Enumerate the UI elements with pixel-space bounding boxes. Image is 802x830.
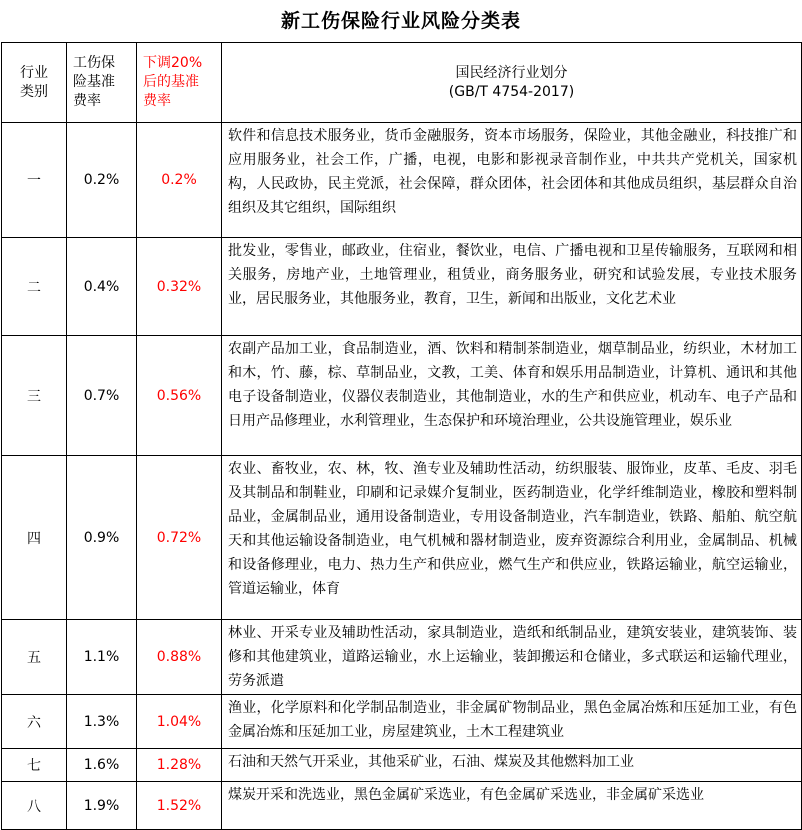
header-row — [2, 43, 802, 123]
risk-classification-table — [1, 42, 802, 830]
row-category: 一 — [2, 123, 67, 238]
table-row — [2, 749, 802, 782]
row-reduced-rate: 0.88% — [137, 620, 222, 695]
header-industry — [222, 43, 802, 123]
table-row — [2, 782, 802, 830]
header-reduced-rate: 下调20%后的基准费率 — [137, 43, 222, 123]
row-base-rate: 1.6% — [67, 749, 137, 782]
table-row — [2, 456, 802, 620]
row-reduced-rate: 0.72% — [137, 456, 222, 620]
row-base-rate: 0.4% — [67, 238, 137, 336]
header-industry-title: 国民经济行业划分 — [455, 64, 568, 81]
header-industry-standard: (GB/T 4754-2017) — [448, 83, 575, 100]
table-row — [2, 620, 802, 695]
table-row — [2, 238, 802, 336]
row-base-rate: 1.9% — [67, 782, 137, 830]
row-base-rate: 0.7% — [67, 336, 137, 456]
row-category: 七 — [2, 749, 67, 782]
row-reduced-rate: 1.28% — [137, 749, 222, 782]
row-industries: 软件和信息技术服务业，货币金融服务，资本市场服务，保险业，其他金融业，科技推广和应用服务业，社会工作，广播，电视，电影和影视录音制作业，中共共产党机关，国家机构，人民政协，民主党派，社会保障，群众团体，社会团体和其他成员组织，基层群众自治组织及其它组织，国际组织 — [222, 123, 802, 238]
row-industries: 农副产品加工业，食品制造业，酒、饮料和精制茶制造业，烟草制品业，纺织业，木材加工和木，竹、藤，棕、草制品业，文教，工美、体育和娱乐用品制造业，计算机、通讯和其他电子设备制造业，仪器仪表制造业，其他制造业，水的生产和供应业，机动车、电子产品和日用产品修理业，水利管理业，生态保护和环境治理业，公共设施管理业，娱乐业 — [222, 336, 802, 456]
row-industries: 林业、开采专业及辅助性活动，家具制造业，造纸和纸制品业，建筑安装业，建筑装饰、装修和其他建筑业，道路运输业，水上运输业，装卸搬运和仓储业，多式联运和运输代理业，劳务派遣 — [222, 620, 802, 695]
table-row — [2, 695, 802, 749]
row-reduced-rate: 0.32% — [137, 238, 222, 336]
row-base-rate: 1.1% — [67, 620, 137, 695]
row-base-rate: 0.9% — [67, 456, 137, 620]
row-industries: 批发业，零售业，邮政业，住宿业，餐饮业，电信、广播电视和卫星传输服务，互联网和相关服务，房地产业，土地管理业，租赁业，商务服务业，研究和试验发展，专业技术服务业，居民服务业，其他服务业，教育，卫生，新闻和出版业，文化艺术业 — [222, 238, 802, 336]
row-category: 六 — [2, 695, 67, 749]
row-category: 四 — [2, 456, 67, 620]
row-base-rate: 1.3% — [67, 695, 137, 749]
row-reduced-rate: 0.56% — [137, 336, 222, 456]
table-row — [2, 123, 802, 238]
row-industries: 渔业，化学原料和化学制品制造业，非金属矿物制品业，黑色金属冶炼和压延加工业，有色金属冶炼和压延加工业，房屋建筑业，土木工程建筑业 — [222, 695, 802, 749]
row-industries: 农业、畜牧业，农、林，牧、渔专业及辅助性活动，纺织服装、服饰业，皮革、毛皮、羽毛及其制品和制鞋业，印刷和记录媒介复制业，医药制造业，化学纤维制造业，橡胶和塑料制品业，金属制品业，通用设备制造业，专用设备制造业，汽车制造业，铁路、船舶、航空航天和其他运输设备制造业，电气机械和器材制造业，废弃资源综合利用业，金属制品、机械和设备修理业，电力、热力生产和供应业，燃气生产和供应业，铁路运输业，航空运输业，管道运输业，体育 — [222, 456, 802, 620]
header-category: 行业类别 — [2, 43, 67, 123]
row-industries: 煤炭开采和洗选业，黑色金属矿采选业，有色金属矿采选业，非金属矿采选业 — [222, 782, 802, 830]
row-category: 三 — [2, 336, 67, 456]
row-category: 二 — [2, 238, 67, 336]
row-base-rate: 0.2% — [67, 123, 137, 238]
header-base-rate: 工伤保险基准费率 — [67, 43, 137, 123]
row-category: 五 — [2, 620, 67, 695]
row-category: 八 — [2, 782, 67, 830]
table-row — [2, 336, 802, 456]
page-title: 新工伤保险行业风险分类表 — [280, 10, 521, 32]
row-reduced-rate: 1.52% — [137, 782, 222, 830]
row-reduced-rate: 0.2% — [137, 123, 222, 238]
row-industries: 石油和天然气开采业，其他采矿业，石油、煤炭及其他燃料加工业 — [222, 749, 802, 782]
row-reduced-rate: 1.04% — [137, 695, 222, 749]
